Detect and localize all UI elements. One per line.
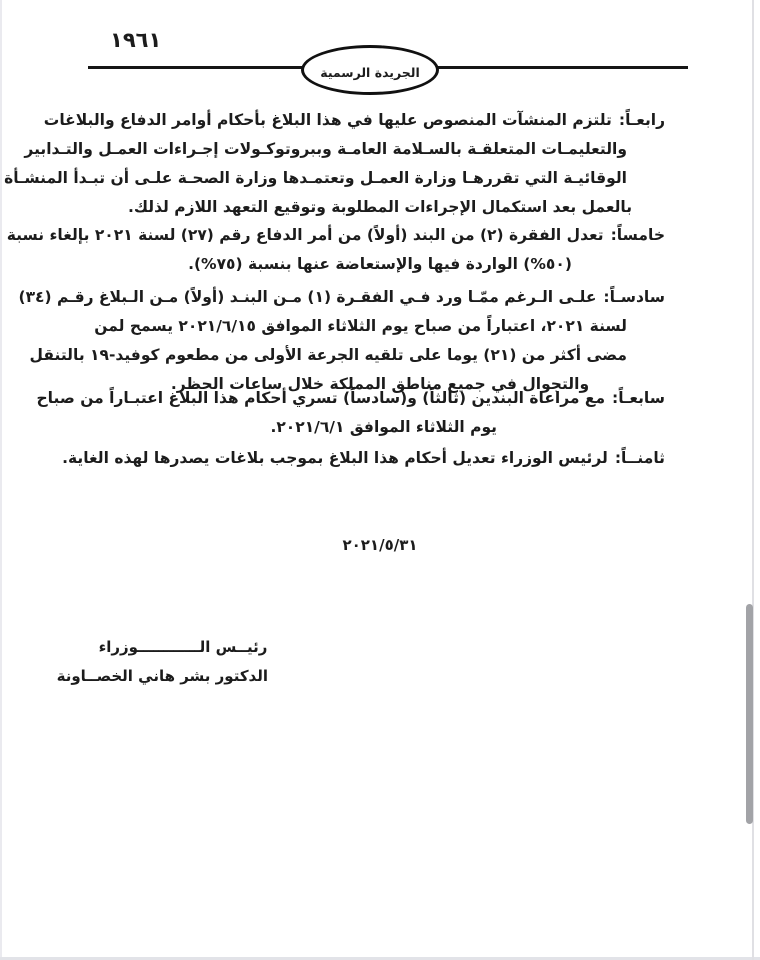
clause-eighth [62, 444, 665, 473]
signatory-title: رئيــس الــــــــــــوزراء [98, 638, 268, 656]
clause-text: تلتزم المنشآت المنصوص عليها في هذا البلاغ بأحكام أوامر الدفاع والبلاغات [43, 111, 612, 129]
clause-line [6, 221, 665, 250]
clause-line: (٥٠%) الواردة فيها والإستعاضة عنها بنسبة (٧٥%). [188, 255, 572, 273]
clause-line: الوقائيـة التي تقررهـا وزارة العمـل وتعتمـدها وزارة الصحـة علـى أن تبـدأ المنشـأة [4, 169, 627, 187]
clause-line [18, 283, 665, 312]
clause-text: تعدل الفقرة (٢) من البند (أولاً) من أمر الدفاع رقم (٢٧) لسنة ٢٠٢١ بإلغاء نسبة [6, 226, 604, 244]
clause-label: خامساً: [610, 226, 665, 244]
scrollbar-thumb[interactable] [746, 604, 753, 824]
clause-line: يوم الثلاثاء الموافق ٢٠٢١/٦/١. [270, 418, 497, 436]
clause-label: ثامنــاً: [614, 449, 665, 467]
clause-text: مع مراعاة البندين (ثالثاً) و(سادساً) تسري أحكام هذا البلاغ اعتبـاراً من صباح [36, 389, 606, 407]
page-left-edge [0, 0, 2, 960]
clause-fifth [6, 221, 665, 279]
clause-seventh [36, 384, 665, 442]
page-number: ١٩٦١ [110, 28, 162, 52]
clause-fourth [4, 106, 665, 222]
clause-line [43, 106, 665, 135]
clause-label: سابعـاً: [612, 389, 665, 407]
clause-line [62, 444, 665, 473]
clause-label: سادسـاً: [603, 288, 665, 306]
gazette-seal [301, 45, 439, 95]
clause-line: لسنة ٢٠٢١، اعتباراً من صباح يوم الثلاثاء الموافق ٢٠٢١/٦/١٥ يسمح لمن [94, 317, 627, 335]
clause-text: علـى الـرغم ممّـا ورد فـي الفقـرة (١) مـن البنـد (أولاً) مـن الـبلاغ رقـم (٣٤) [18, 288, 597, 306]
clause-line [36, 384, 665, 413]
clause-text: لرئيس الوزراء تعديل أحكام هذا البلاغ بموجب بلاغات يصدرها لهذه الغاية. [62, 449, 608, 467]
clause-line: بالعمل بعد استكمال الإجراءات المطلوبة وتوقيع التعهد اللازم لذلك. [127, 198, 633, 216]
signatory-name: الدكتور بشر هاني الخصــاونة [56, 667, 268, 685]
gazette-title: الجريدة الرسمية [320, 64, 420, 80]
issue-date: ٢٠٢١/٥/٣١ [342, 536, 418, 554]
signature-block [56, 633, 268, 691]
clause-label: رابعـاً: [618, 111, 665, 129]
clause-line: مضى أكثر من (٢١) يوما على تلقيه الجرعة الأولى من مطعوم كوفيد-١٩ بالتنقل [29, 346, 627, 364]
clause-line: والتعليمـات المتعلقـة بالسـلامة العامـة وببروتوكـولات إجـراءات العمـل والتـدابير [24, 140, 627, 158]
clause-line: والتجوال في جميع مناطق المملكة خلال ساعات الحظر. [170, 375, 590, 393]
